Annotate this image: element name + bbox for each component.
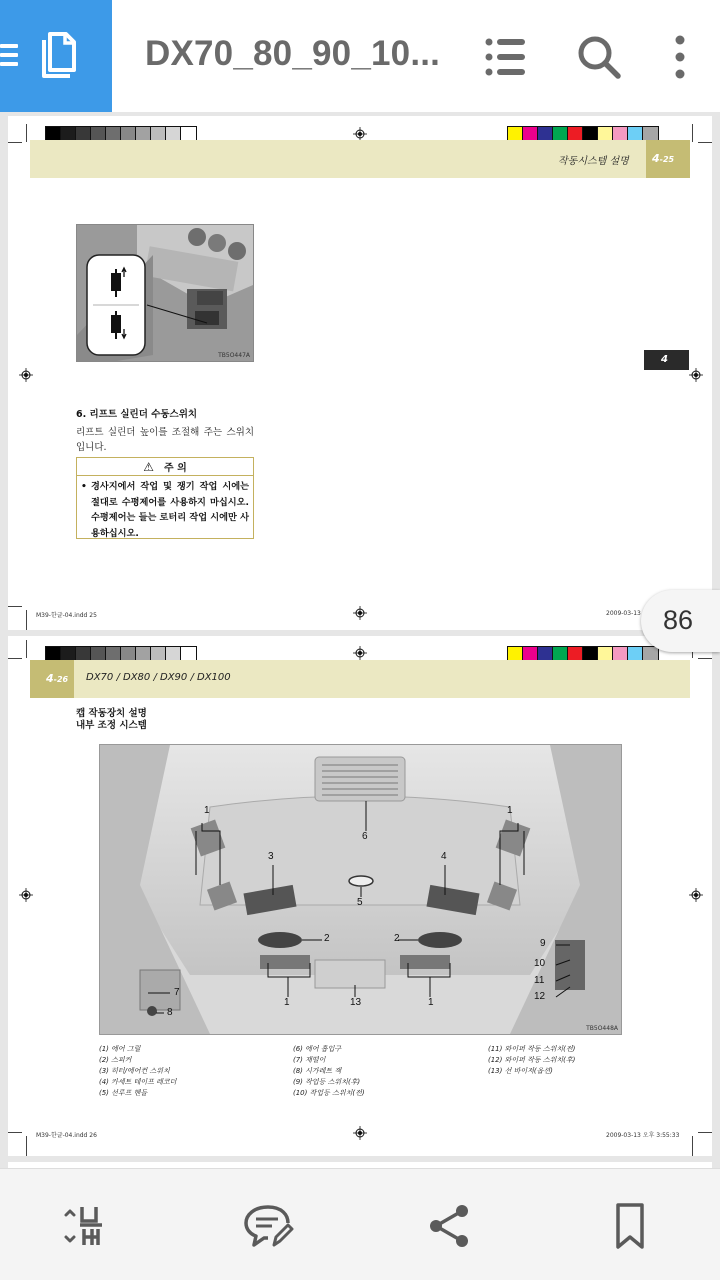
bookmark-icon[interactable] bbox=[604, 1201, 656, 1251]
page-title: 캡 작동장치 설명 bbox=[76, 708, 147, 719]
comment-edit-icon[interactable] bbox=[242, 1201, 294, 1251]
callout-label: 1 bbox=[284, 997, 290, 1008]
page-number-box bbox=[30, 660, 74, 698]
caution-heading: ⚠ 주 의 bbox=[77, 458, 253, 476]
caution-body: • 경사지에서 작업 및 쟁기 작업 시에는 절대로 수평제어를 사용하지 마십시오. 수평제어는 들는 로터리 작업 시에만 사용하십시오. bbox=[81, 481, 249, 539]
page-subtitle: 내부 조정 시스템 bbox=[76, 720, 147, 731]
callout-label: 1 bbox=[507, 805, 513, 816]
hamburger-icon bbox=[0, 44, 18, 66]
callout-label: 13 bbox=[350, 997, 362, 1008]
crop-mark bbox=[692, 124, 693, 142]
callout-label: 1 bbox=[428, 997, 434, 1008]
crop-mark bbox=[26, 124, 27, 142]
callout-label: 8 bbox=[167, 1007, 173, 1018]
crop-mark bbox=[8, 1132, 22, 1133]
page-number: 4-26 bbox=[46, 672, 69, 685]
crop-mark bbox=[8, 142, 22, 143]
registration-mark-icon bbox=[689, 888, 703, 902]
callout-label: 5 bbox=[357, 897, 363, 908]
pdf-page-26 bbox=[8, 636, 712, 1156]
crop-mark bbox=[698, 142, 712, 143]
registration-mark-icon bbox=[353, 127, 367, 141]
page-header-band bbox=[30, 140, 690, 178]
callout-label: 12 bbox=[534, 991, 546, 1002]
page-header-band bbox=[30, 660, 690, 698]
registration-mark-icon bbox=[353, 606, 367, 620]
legend-item: (11) 와이퍼 작동 스위치(전) bbox=[488, 1045, 576, 1053]
legend-item: (2) 스피커 bbox=[99, 1056, 132, 1064]
lift-cylinder-switch-photo bbox=[76, 224, 254, 362]
legend-item: (7) 재떨이 bbox=[293, 1056, 326, 1064]
chapter-tab: 4 bbox=[644, 350, 689, 370]
crop-mark bbox=[26, 640, 27, 658]
legend-column-1 bbox=[99, 1044, 176, 1099]
callout-label: 7 bbox=[174, 987, 180, 998]
legend-column-2 bbox=[293, 1044, 365, 1099]
callout-label: 11 bbox=[534, 975, 545, 986]
footer-file: M39-한글-04.indd 26 bbox=[36, 1132, 97, 1139]
pdf-page-25 bbox=[8, 116, 712, 630]
warning-triangle-icon: ⚠ bbox=[143, 460, 154, 474]
legend-item: (4) 카세트 테이프 레코더 bbox=[99, 1078, 177, 1086]
search-icon[interactable] bbox=[576, 34, 622, 80]
registration-mark-icon bbox=[19, 368, 33, 382]
legend-item: (5) 선루프 핸들 bbox=[99, 1089, 148, 1097]
document-title: DX70_80_90_10... bbox=[145, 34, 441, 73]
caution-box bbox=[76, 457, 254, 539]
navigation-drawer-button[interactable] bbox=[0, 0, 112, 112]
legend-item: (6) 에어 흡입구 bbox=[293, 1045, 342, 1053]
legend-item: (9) 작업등 스위치(후) bbox=[293, 1078, 361, 1086]
registration-mark-icon bbox=[353, 1126, 367, 1140]
legend-item: (13) 선 바이저(옵션) bbox=[488, 1067, 553, 1075]
bottom-toolbar bbox=[0, 1168, 720, 1280]
crop-mark bbox=[26, 1136, 27, 1156]
more-vert-icon[interactable] bbox=[657, 34, 703, 80]
list-icon[interactable] bbox=[482, 34, 528, 80]
callout-label: 10 bbox=[534, 958, 546, 969]
page-number-box bbox=[646, 140, 690, 178]
caution-text: 경사지에서 작업 및 쟁기 작업 시에는 절대로 수평제어를 사용하지 마십시오. 수평제어는 들는 로터리 작업 시에만 사용하십시오. bbox=[91, 481, 249, 539]
legend-column-3 bbox=[488, 1044, 575, 1077]
callout-label: 2 bbox=[394, 933, 400, 944]
callout-label: 6 bbox=[362, 831, 368, 842]
page-number-indicator[interactable]: 86 bbox=[641, 590, 720, 652]
section-title: 6. 리프트 실린더 수동스위치 bbox=[76, 409, 198, 420]
legend-item: (10) 작업등 스위치(전) bbox=[293, 1089, 365, 1097]
crop-mark bbox=[26, 610, 27, 630]
share-icon[interactable] bbox=[424, 1201, 476, 1251]
top-app-bar bbox=[0, 0, 720, 112]
footer-date: 2009-03-13 bbox=[606, 610, 641, 617]
registration-mark-icon bbox=[353, 646, 367, 660]
crop-mark bbox=[698, 1132, 712, 1133]
figure-code: TB5O447A bbox=[218, 352, 250, 359]
crop-mark bbox=[692, 1136, 693, 1156]
legend-item: (3) 히터/에어컨 스위치 bbox=[99, 1067, 170, 1075]
document-copy-icon bbox=[36, 32, 78, 80]
footer-date: 2009-03-13 오후 3:55:33 bbox=[606, 1132, 680, 1139]
model-header: DX70 / DX80 / DX90 / DX100 bbox=[86, 672, 231, 683]
crop-mark bbox=[698, 658, 712, 659]
callout-label: 3 bbox=[268, 851, 274, 862]
switch-panel-illustration bbox=[77, 225, 253, 361]
callout-label: 9 bbox=[540, 938, 546, 949]
callout-label: 2 bbox=[324, 933, 330, 944]
section-body: 리프트 실린더 높이를 조절해 주는 스위치 입니다. bbox=[76, 427, 254, 453]
document-viewer[interactable] bbox=[0, 112, 720, 1168]
legend-item: (1) 에어 그릴 bbox=[99, 1045, 141, 1053]
crop-mark bbox=[8, 606, 22, 607]
ocr-text-icon[interactable] bbox=[62, 1201, 114, 1251]
legend-item: (12) 와이퍼 작동 스위치(후) bbox=[488, 1056, 576, 1064]
cab-interior-illustration bbox=[99, 744, 622, 1035]
registration-mark-icon bbox=[19, 888, 33, 902]
legend-item: (8) 시가레트 잭 bbox=[293, 1067, 342, 1075]
callout-label: 1 bbox=[204, 805, 210, 816]
figure-code: TB5O448A bbox=[586, 1025, 618, 1032]
page-number: 4-25 bbox=[652, 152, 675, 165]
crop-mark bbox=[8, 658, 22, 659]
section-header: 작동시스템 설명 bbox=[558, 156, 629, 167]
callout-label: 4 bbox=[441, 851, 447, 862]
footer-file: M39-한글-04.indd 25 bbox=[36, 612, 97, 619]
registration-mark-icon bbox=[689, 368, 703, 382]
